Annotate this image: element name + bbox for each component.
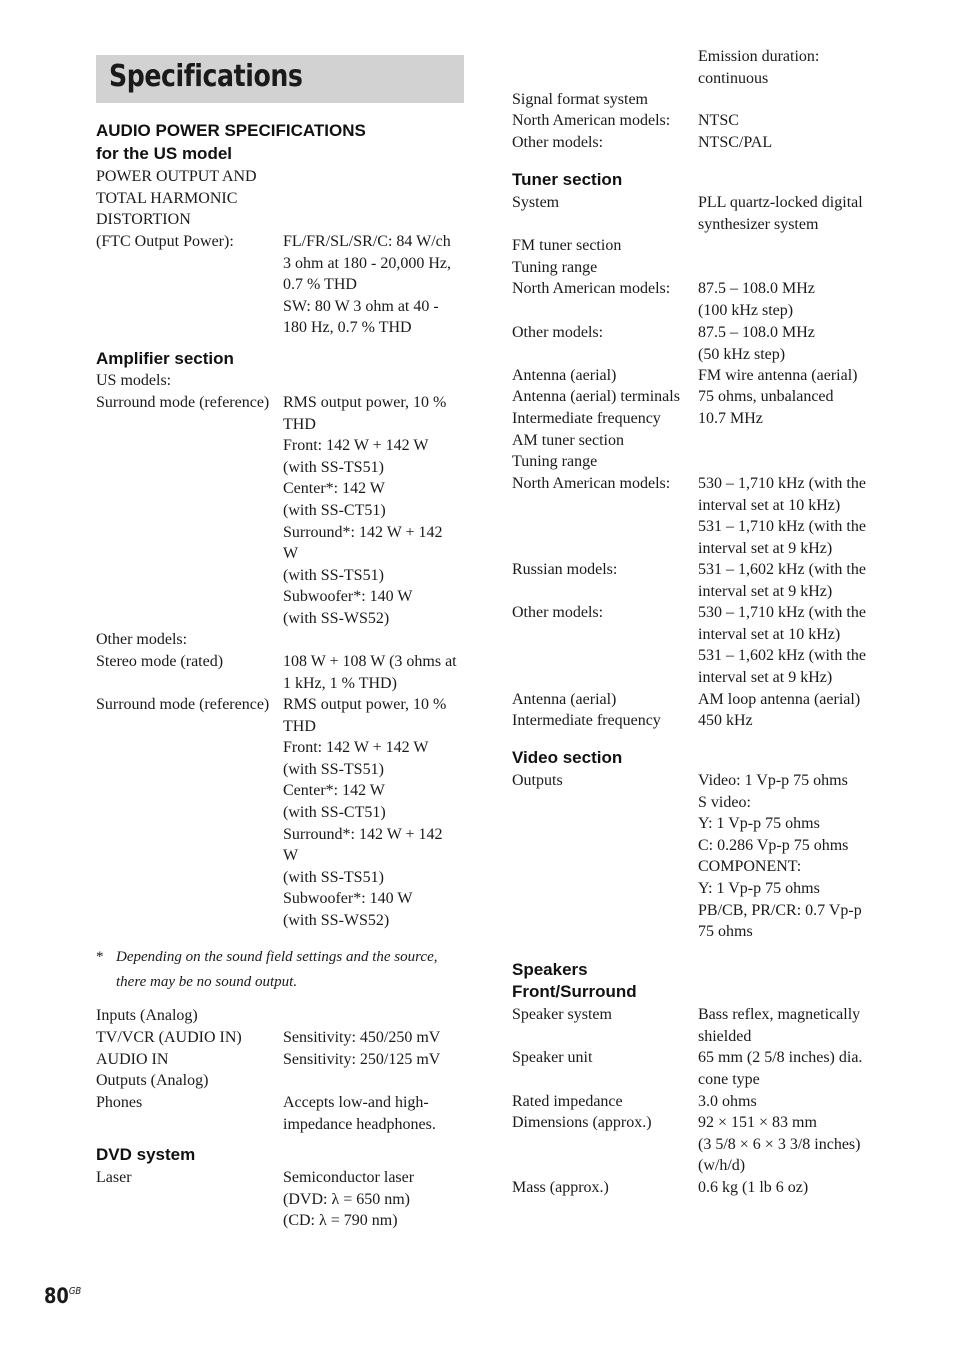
front-surround-heading: Front/Surround (512, 982, 637, 1001)
audio-power-heading: AUDIO POWER SPECIFICATIONS (96, 121, 366, 140)
tuner-heading: Tuner section (512, 170, 623, 189)
page-number: $80^{GB}$ (44, 1284, 82, 1308)
audio-power-subheading: for the US model (96, 144, 233, 163)
title-bar (96, 55, 464, 103)
page-suffix: GB (68, 1286, 82, 1297)
page-title: Specifications (109, 59, 303, 94)
footnote: * Depending on the sound field settings and the source, there may be no sound output. (96, 949, 438, 990)
dvd-heading: DVD system (96, 1145, 196, 1164)
speakers-heading: Speakers (512, 960, 588, 979)
amplifier-heading: Amplifier section (96, 349, 234, 368)
video-heading: Video section (512, 748, 623, 767)
